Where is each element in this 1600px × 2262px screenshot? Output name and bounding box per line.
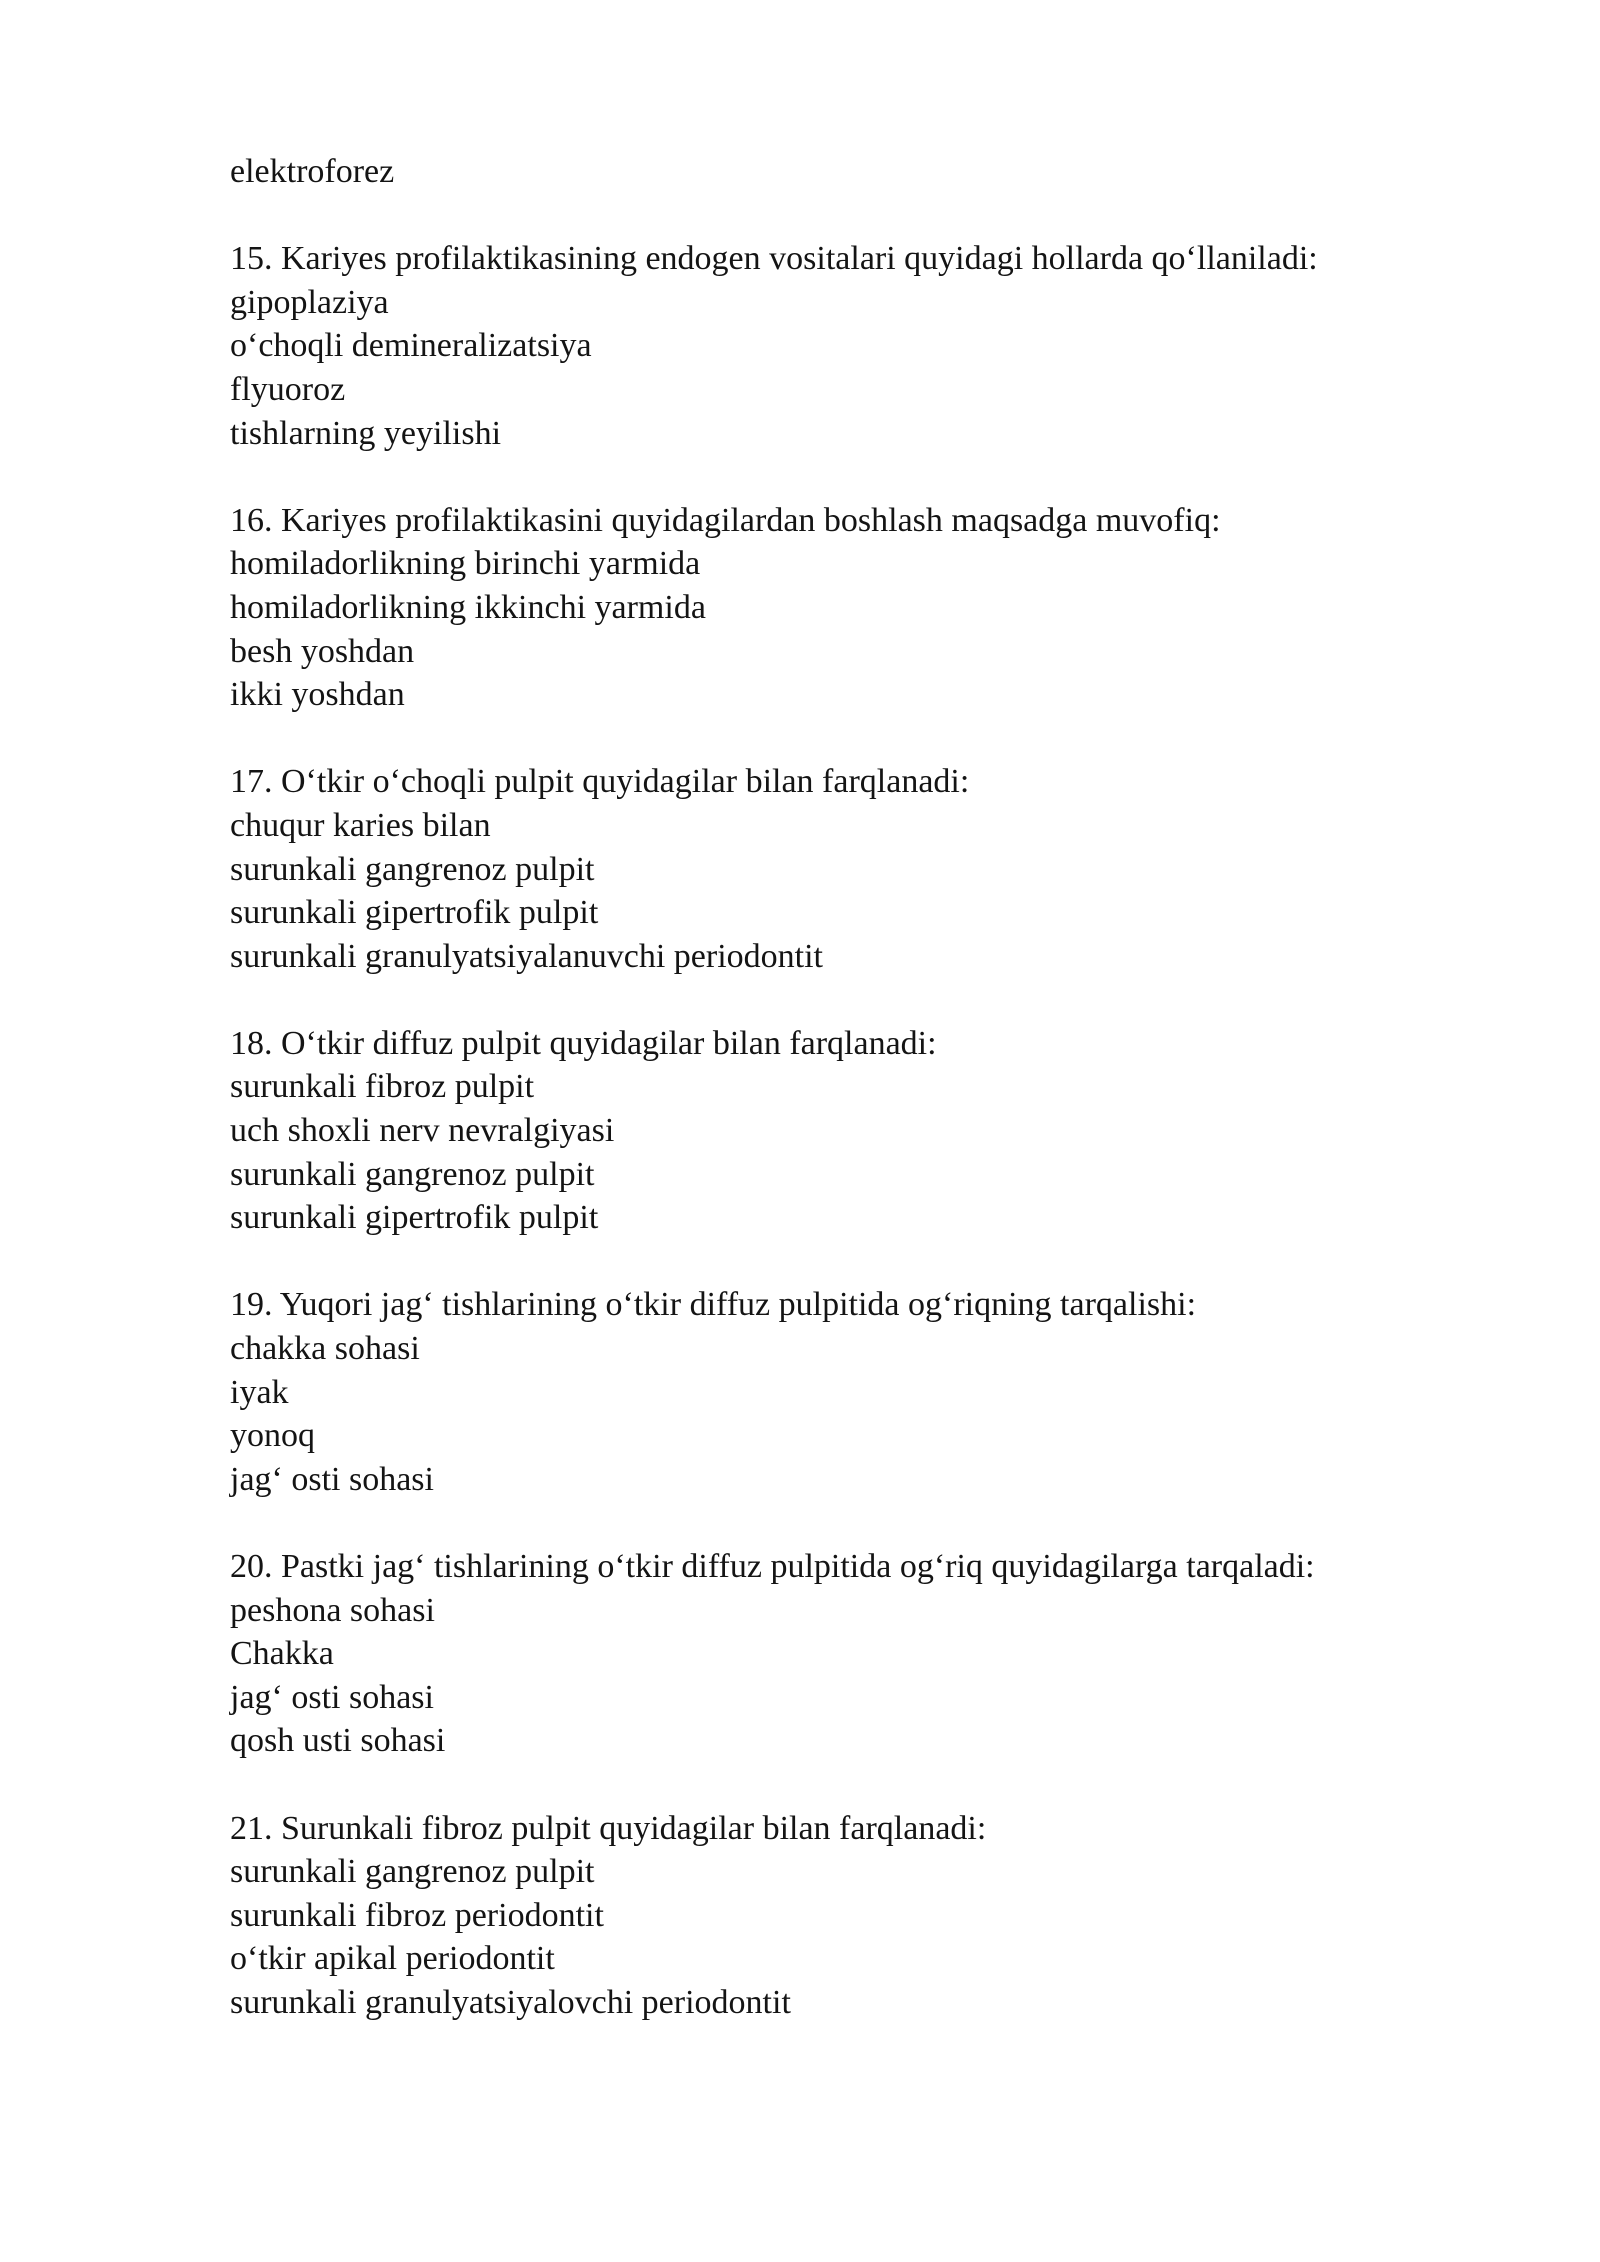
option-item: yonoq	[230, 1417, 315, 1455]
option-item: surunkali granulyatsiyalanuvchi periodontit	[230, 937, 823, 975]
question-17	[230, 760, 1530, 978]
question-16	[230, 499, 1530, 717]
option-item: tishlarning yeyilishi	[230, 414, 502, 452]
option-list	[230, 1065, 1530, 1239]
option-item: homiladorlikning birinchi yarmida	[230, 545, 701, 583]
option-item: homiladorlikning ikkinchi yarmida	[230, 588, 706, 626]
option-item: jag‘ osti sohasi	[230, 1678, 434, 1716]
question-title: 16. Kariyes profilaktikasini quyidagilardan boshlash maqsadga muvofiq:	[230, 501, 1221, 539]
question-title: 17. O‘tkir o‘choqli pulpit quyidagilar bilan farqlanadi:	[230, 763, 970, 801]
option-item: qosh usti sohasi	[230, 1722, 446, 1760]
option-item: besh yoshdan	[230, 632, 415, 670]
option-list	[230, 542, 1530, 716]
question-18	[230, 1022, 1530, 1240]
option-item: surunkali fibroz periodontit	[230, 1896, 604, 1934]
question-15	[230, 237, 1530, 455]
question-title: 18. O‘tkir diffuz pulpit quyidagilar bilan farqlanadi:	[230, 1024, 937, 1062]
option-item: ikki yoshdan	[230, 676, 405, 714]
question-21	[230, 1807, 1530, 2025]
option-item: flyuoroz	[230, 370, 346, 408]
option-list	[230, 1850, 1530, 2024]
option-item: surunkali gangrenoz pulpit	[230, 850, 595, 888]
option-item: chakka sohasi	[230, 1330, 420, 1368]
option-item: peshona sohasi	[230, 1591, 435, 1629]
option-list	[230, 1327, 1530, 1501]
leading-option: elektroforez	[230, 153, 395, 190]
option-item: jag‘ osti sohasi	[230, 1460, 434, 1498]
option-item: chuqur karies bilan	[230, 806, 491, 844]
question-title: 19. Yuqori jag‘ tishlarining o‘tkir diffuz pulpitida og‘riqning tarqalishi:	[230, 1286, 1197, 1324]
option-item: surunkali granulyatsiyalovchi periodontit	[230, 1983, 791, 2021]
option-item: gipoplaziya	[230, 283, 389, 321]
option-item: uch shoxli nerv nevralgiyasi	[230, 1112, 615, 1150]
option-list	[230, 1589, 1530, 1763]
document-page	[230, 150, 1530, 2025]
question-title: 20. Pastki jag‘ tishlarining o‘tkir diffuz pulpitida og‘riq quyidagilarga tarqaladi:	[230, 1548, 1315, 1585]
option-item: Chakka	[230, 1635, 334, 1673]
option-item: surunkali gipertrofik pulpit	[230, 894, 599, 932]
option-item: iyak	[230, 1373, 289, 1411]
option-item: surunkali gangrenoz pulpit	[230, 1853, 595, 1891]
option-item: surunkali fibroz pulpit	[230, 1068, 535, 1106]
option-list	[230, 804, 1530, 978]
option-item: o‘tkir apikal periodontit	[230, 1940, 555, 1978]
question-title: 21. Surunkali fibroz pulpit quyidagilar bilan farqlanadi:	[230, 1809, 987, 1847]
question-19	[230, 1283, 1530, 1501]
option-item: surunkali gangrenoz pulpit	[230, 1155, 595, 1193]
option-list	[230, 281, 1530, 455]
option-item: o‘choqli demineralizatsiya	[230, 327, 592, 365]
option-item: surunkali gipertrofik pulpit	[230, 1199, 599, 1237]
question-title: 15. Kariyes profilaktikasining endogen vositalari quyidagi hollarda qo‘llaniladi:	[230, 240, 1318, 278]
question-20	[230, 1545, 1530, 1763]
